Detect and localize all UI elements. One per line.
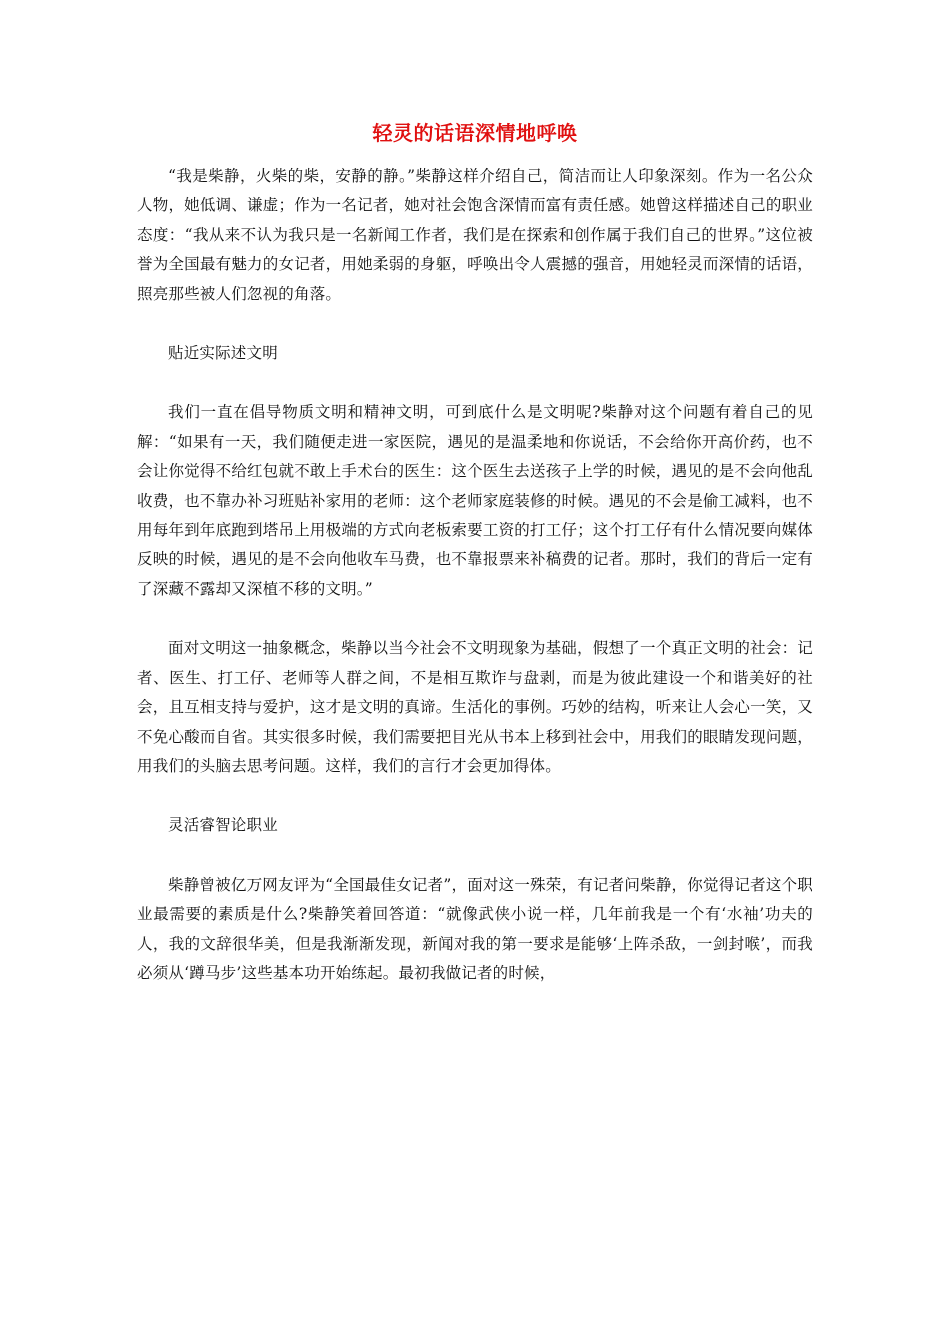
section-heading-profession: 灵活睿智论职业 (168, 816, 278, 835)
paragraph-civilization-quote: 我们一直在倡导物质文明和精神文明，可到底什么是文明呢?柴静对这个问题有着自己的见解：“如果有一天，我们随便走进一家医院，遇见的是温柔地和你说话，不会给你开高价药，也不会让你觉得不给红包就不敢上手术台的医生：这个医生去送孩子上学的时候，遇见的是不会向他乱收费，也不靠办补习班贴补家用的老师：这个老师家庭装修的时候。遇见的不会是偷工减料，也不用每年到年底跑到塔吊上用极端的方式向老板索要工资的打工仔；这个打工仔有什么情况要向媒体反映的时候，遇见的是不会向他收车马费，也不靠报票来补稿费的记者。那时，我们的背后一定有了深藏不露却又深植不移的文明。” (137, 403, 813, 598)
section-heading-civilization: 贴近实际述文明 (168, 344, 278, 363)
article-title: 轻灵的话语深情地呼唤 (372, 121, 578, 145)
paragraph-intro: “我是柴静，火柴的柴，安静的静。”柴静这样介绍自己，简洁而让人印象深刻。作为一名公众人物，她低调、谦虚；作为一名记者，她对社会饱含深情而富有责任感。她曾这样描述自己的职业态度：“我从来不认为我只是一名新闻工作者，我们是在探索和创作属于我们自己的世界。”这位被誉为全国最有魅力的女记者，用她柔弱的身躯，呼唤出令人震撼的强音，用她轻灵而深情的话语，照亮那些被人们忽视的角落。 (137, 167, 813, 303)
article-body (137, 118, 813, 1018)
paragraph-profession: 柴静曾被亿万网友评为“全国最佳女记者”，面对这一殊荣，有记者问柴静，你觉得记者这个职业最需要的素质是什么?柴静笑着回答道：“就像武侠小说一样，几年前我是一个有‘水袖’功夫的人，我的文辞很华美，但是我渐渐发现，新闻对我的第一要求是能够‘上阵杀敌，一剑封喉’，而我必须从‘蹲马步’这些基本功开始练起。最初我做记者的时候， (137, 875, 813, 982)
paragraph-civilization-analysis: 面对文明这一抽象概念，柴静以当今社会不文明现象为基础，假想了一个真正文明的社会：记者、医生、打工仔、老师等人群之间，不是相互欺诈与盘剥，而是为彼此建设一个和谐美好的社会，且互相支持与爱护，这才是文明的真谛。生活化的事例。巧妙的结构，听来让人会心一笑，又不免心酸而自省。其实很多时候，我们需要把目光从书本上移到社会中，用我们的眼睛发现问题，用我们的头脑去思考问题。这样，我们的言行才会更加得体。 (137, 639, 813, 775)
